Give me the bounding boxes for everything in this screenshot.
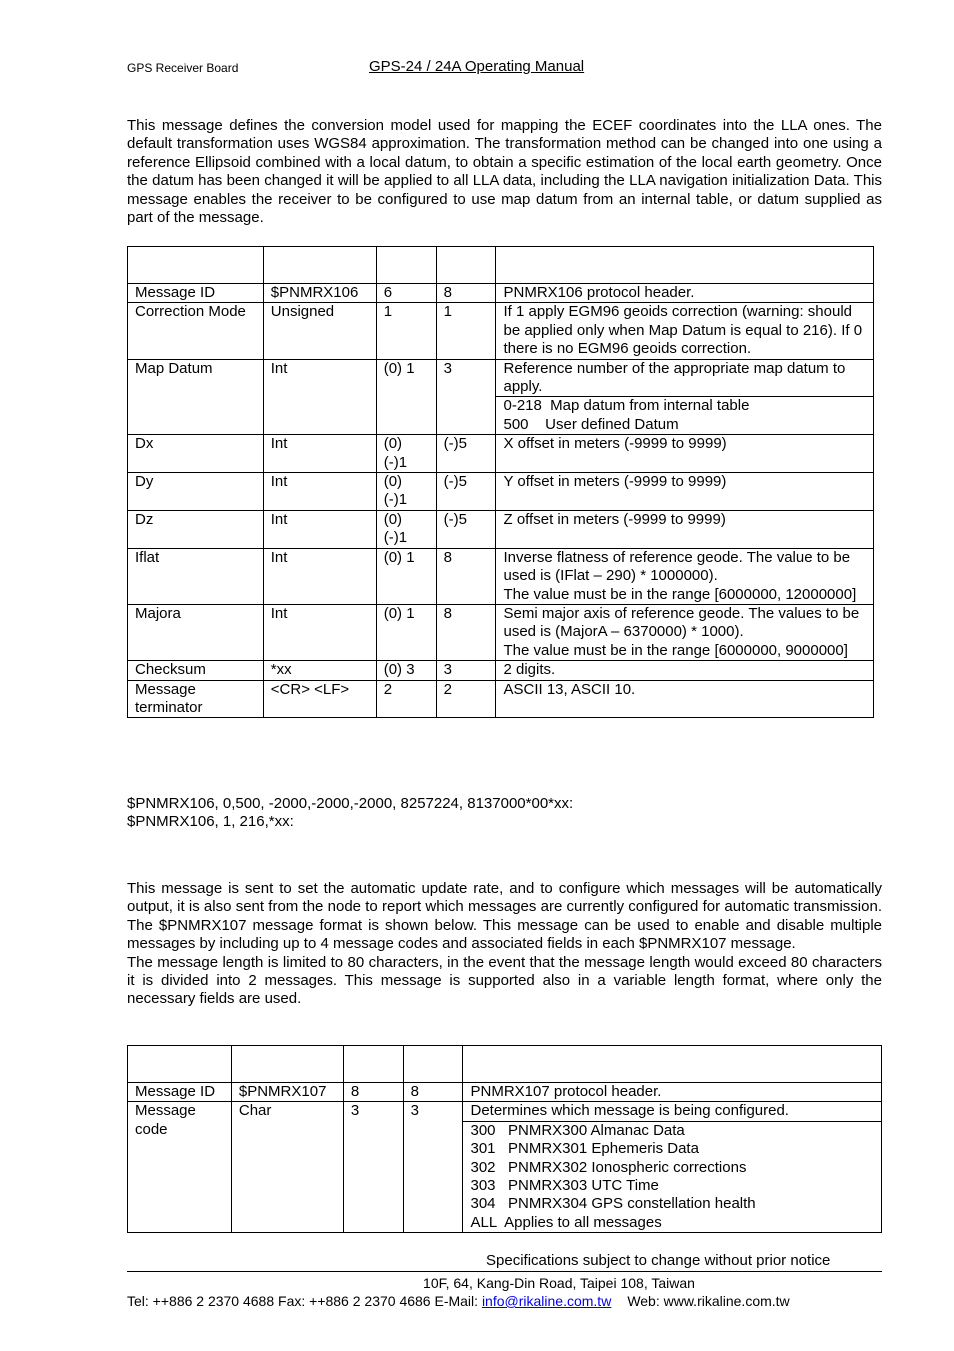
type-cell: Int	[263, 359, 376, 435]
description-cell	[496, 435, 874, 473]
field-cell: Dy	[128, 473, 264, 511]
type-cell: Int	[263, 548, 376, 604]
email-link[interactable]: info@rikaline.com.tw	[481, 1293, 612, 1309]
max-cell: 3	[436, 661, 496, 680]
pnmrx106-table	[127, 246, 874, 718]
max-cell: 1	[436, 303, 496, 359]
description-cell	[496, 661, 874, 680]
footer-contact	[127, 1293, 790, 1309]
min-cell: 8	[343, 1083, 403, 1102]
description-line: Y offset in meters (-9999 to 9999)	[503, 473, 727, 491]
min-cell: (0) 1	[376, 359, 436, 435]
description-line: If 1 apply EGM96 geoids correction (warning: should be applied only when Map Datum is equal to 216). If 0 there is no EGM96 geoids correction.	[503, 303, 863, 358]
type-cell: $PNMRX106	[263, 284, 376, 303]
description-line: Reference number of the appropriate map datum to apply.	[503, 359, 846, 396]
type-cell: Unsigned	[263, 303, 376, 359]
table-row	[128, 284, 874, 303]
min-cell: (0) (-)1	[376, 435, 436, 473]
paragraph: The message length is limited to 80 characters, in the event that the message length would exceed 80 characters it is divided into 2 messages. This message is supported also in a variable length format, where only the necessary fields are used.	[127, 953, 882, 1008]
description-sub-line: 303 PNMRX303 UTC Time	[470, 1177, 659, 1195]
table-row	[128, 604, 874, 660]
description-line: Semi major axis of reference geode. The values to be used is (MajorA – 6370000) * 1000).	[503, 604, 860, 641]
description-line: Determines which message is being configured.	[470, 1102, 789, 1120]
field-cell: Checksum	[128, 661, 264, 680]
description-line: The value must be in the range [6000000, 9000000]	[503, 641, 848, 659]
description-cell	[496, 359, 874, 397]
table-header-row	[128, 247, 874, 284]
max-cell: 3	[403, 1102, 463, 1233]
footer-address: 10F, 64, Kang-Din Road, Taipei 108, Taiwan	[423, 1275, 695, 1291]
example-line: $PNMRX106, 1, 216,*xx:	[127, 813, 294, 831]
description-cell	[496, 604, 874, 660]
field-cell: Dz	[128, 510, 264, 548]
description-line: PNMRX107 protocol header.	[470, 1083, 662, 1100]
table-row	[128, 1083, 882, 1102]
header-title: GPS-24 / 24A Operating Manual	[369, 58, 585, 75]
type-cell: Int	[263, 510, 376, 548]
description-cell	[463, 1102, 882, 1121]
max-cell: 8	[436, 548, 496, 604]
footer-tel-fax: Tel: ++886 2 2370 4688 Fax: ++886 2 2370 4686 E-Mail:	[127, 1293, 482, 1309]
max-cell: 8	[403, 1083, 463, 1102]
field-cell: Correction Mode	[128, 303, 264, 359]
max-cell: (-)5	[436, 510, 496, 548]
intro-106-paragraph: This message defines the conversion model used for mapping the ECEF coordinates into the LLA ones. The default transformation uses WGS84 approximation. The transformation method can be changed into one using a reference Ellipsoid combined with a local datum, to obtain a specific estimation of the local earth geometry. Once the datum has been changed it will be applied to all LLA data, including the LLA navigation initialization Data. This message enables the receiver to be configured to use map datum from an internal table, or datum supplied as part of the message.	[127, 117, 882, 227]
description-cell	[496, 284, 874, 303]
description-sub-cell	[463, 1121, 882, 1232]
type-cell: Char	[231, 1102, 343, 1233]
max-cell: (-)5	[436, 435, 496, 473]
description-cell	[496, 548, 874, 604]
field-cell: Message code	[128, 1102, 232, 1233]
description-sub-line: 0-218 Map datum from internal table	[503, 397, 750, 415]
description-sub-line: 300 PNMRX300 Almanac Data	[470, 1121, 685, 1139]
min-cell: (0) 1	[376, 604, 436, 660]
field-cell: Message terminator	[128, 680, 264, 718]
description-cell	[496, 680, 874, 718]
table-row	[128, 510, 874, 548]
field-cell: Message ID	[128, 1083, 232, 1102]
table-row	[128, 680, 874, 718]
table-row	[128, 359, 874, 397]
field-cell: Dx	[128, 435, 264, 473]
field-cell: Message ID	[128, 284, 264, 303]
paragraph: This message is sent to set the automatic update rate, and to configure which messages will be automatically output, it is also sent from the node to report which messages are currently configured for automatic transmission. The $PNMRX107 message format is shown below. This message can be used to enable and disable multiple messages by including up to 4 message codes and associated fields in each $PNMRX107 message.	[127, 880, 882, 953]
description-sub-line: 301 PNMRX301 Ephemeris Data	[470, 1140, 699, 1158]
description-line: Z offset in meters (-9999 to 9999)	[503, 510, 726, 528]
description-cell	[496, 510, 874, 548]
description-sub-line: 302 PNMRX302 Ionospheric corrections	[470, 1158, 747, 1176]
table-row	[128, 473, 874, 511]
header-left: GPS Receiver Board	[127, 61, 239, 75]
max-cell: 8	[436, 604, 496, 660]
description-line: 2 digits.	[503, 661, 556, 679]
table-row	[128, 303, 874, 359]
examples-106	[127, 795, 573, 832]
min-cell: 2	[376, 680, 436, 718]
description-line: PNMRX106 protocol header.	[503, 284, 695, 301]
field-cell: Iflat	[128, 548, 264, 604]
min-cell: (0) (-)1	[376, 473, 436, 511]
type-cell: Int	[263, 435, 376, 473]
table-row	[128, 661, 874, 680]
description-cell	[496, 303, 874, 359]
min-cell: (0) 1	[376, 548, 436, 604]
intro-107-paragraph	[127, 880, 882, 1009]
description-line: Inverse flatness of reference geode. The value to be used is (IFlat – 290) * 1000000).	[503, 548, 851, 585]
type-cell: *xx	[263, 661, 376, 680]
max-cell: 3	[436, 359, 496, 435]
min-cell: (0) (-)1	[376, 510, 436, 548]
type-cell: Int	[263, 473, 376, 511]
description-sub-cell	[496, 397, 874, 435]
footer-note: Specifications subject to change without prior notice	[486, 1252, 831, 1269]
field-cell: Majora	[128, 604, 264, 660]
footer-divider	[127, 1271, 882, 1272]
type-cell: <CR> <LF>	[263, 680, 376, 718]
min-cell: 3	[343, 1102, 403, 1233]
description-sub-line: ALL Applies to all messages	[470, 1213, 662, 1231]
max-cell: 2	[436, 680, 496, 718]
table-row	[128, 435, 874, 473]
min-cell: 1	[376, 303, 436, 359]
table-header-row	[128, 1046, 882, 1083]
type-cell: $PNMRX107	[231, 1083, 343, 1102]
type-cell: Int	[263, 604, 376, 660]
description-cell	[496, 473, 874, 511]
example-line: $PNMRX106, 0,500, -2000,-2000,-2000, 8257224, 8137000*00*xx:	[127, 795, 574, 812]
description-line: The value must be in the range [6000000, 12000000]	[503, 585, 857, 603]
pnmrx107-table	[127, 1045, 882, 1233]
description-line: ASCII 13, ASCII 10.	[503, 680, 636, 698]
description-line: X offset in meters (-9999 to 9999)	[503, 435, 727, 453]
table-row	[128, 548, 874, 604]
field-cell: Map Datum	[128, 359, 264, 435]
description-sub-line: 304 PNMRX304 GPS constellation health	[470, 1195, 756, 1213]
min-cell: (0) 3	[376, 661, 436, 680]
description-cell	[463, 1083, 882, 1102]
footer-web: Web: www.rikaline.com.tw	[627, 1293, 790, 1309]
description-sub-line: 500 User defined Datum	[503, 415, 679, 433]
min-cell: 6	[376, 284, 436, 303]
table-row	[128, 1102, 882, 1121]
max-cell: (-)5	[436, 473, 496, 511]
max-cell: 8	[436, 284, 496, 303]
